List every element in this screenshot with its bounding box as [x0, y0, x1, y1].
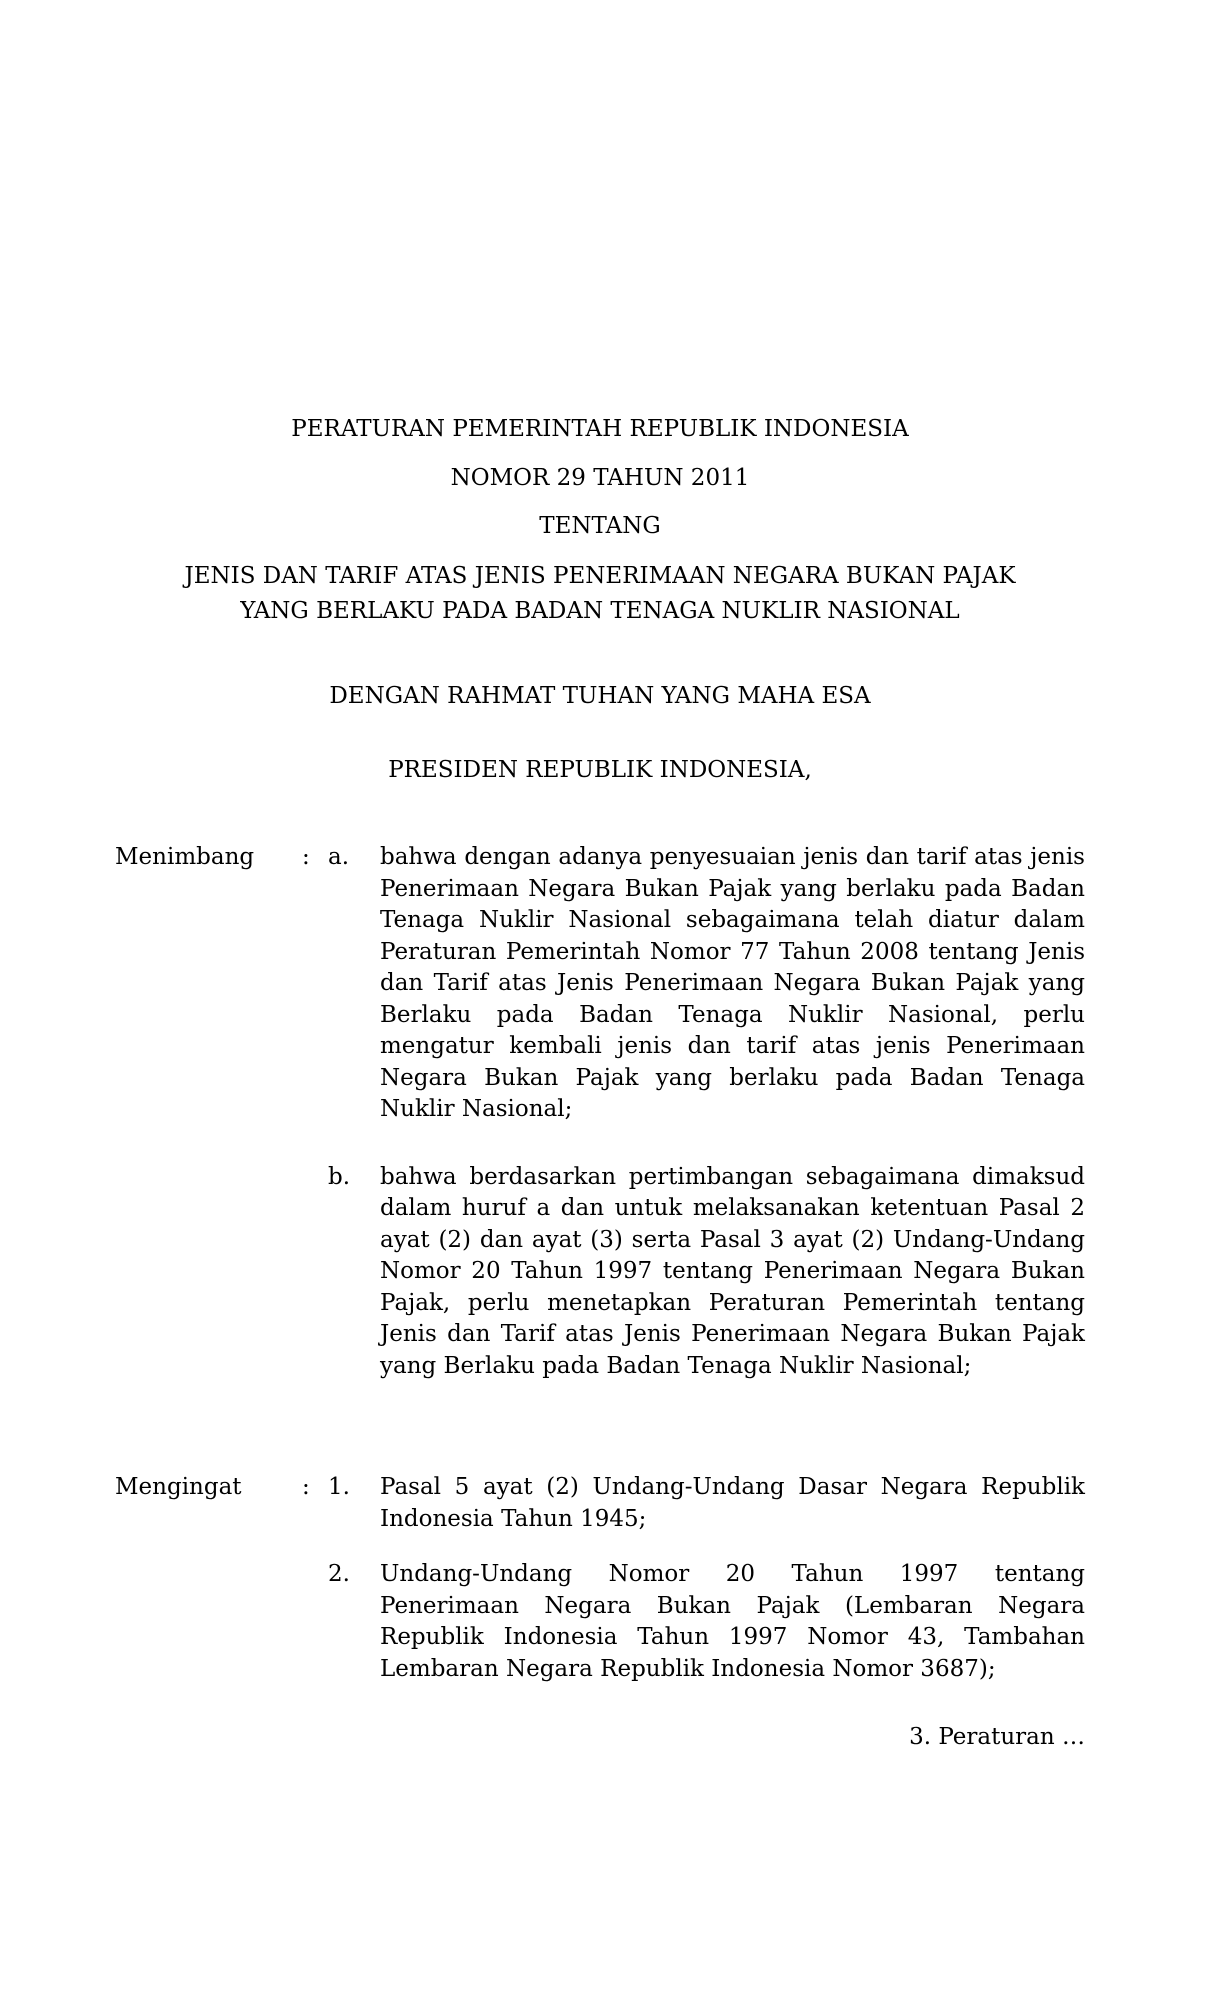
menimbang-item-b-text: bahwa berdasarkan pertimbangan sebagaimana dimaksud dalam huruf a dan untuk melaksanakan ketentuan Pasal 2 ayat (2) dan ayat (3) serta Pasal 3 ayat (2) Undang-Undang Nomor 20 Tahun 1997 tentang Penerimaan Negara Bukan Pajak, perlu menetapkan Peraturan Pemerintah tentang Jenis dan Tarif atas Jenis Penerimaan Negara Bukan Pajak yang Berlaku pada Badan Tenaga Nuklir Nasional; [380, 1163, 1085, 1379]
mengingat-item-2-marker: 2. [328, 1561, 350, 1587]
mengingat-section [115, 1472, 1085, 1685]
menimbang-colon: : [302, 844, 310, 870]
authority-line: PRESIDEN REPUBLIK INDONESIA, [388, 757, 812, 783]
menimbang-item-a-marker: a. [328, 844, 350, 870]
mengingat-items [328, 1472, 1085, 1685]
mengingat-item-2 [328, 1559, 1085, 1685]
regulation-subject [115, 559, 1085, 629]
mengingat-item-2-text: Undang-Undang Nomor 20 Tahun 1997 tentang Penerimaan Negara Bukan Pajak (Lembaran Negara Republik Indonesia Tahun 1997 Nomor 43, Tambahan Lembaran Negara Republik Indonesia Nomor 3687); [380, 1561, 1085, 1682]
menimbang-item-b [328, 1162, 1085, 1383]
mengingat-label: Mengingat [115, 1474, 242, 1500]
document-content [115, 0, 1085, 2016]
page-catchword: 3. Peraturan … [909, 1724, 1085, 1750]
mengingat-item-1 [328, 1472, 1085, 1535]
menimbang-item-a [328, 842, 1085, 1126]
regulation-subject-line1: JENIS DAN TARIF ATAS JENIS PENERIMAAN NEGARA BUKAN PAJAK [184, 563, 1016, 589]
regulation-subject-line2: YANG BERLAKU PADA BADAN TENAGA NUKLIR NASIONAL [240, 598, 960, 624]
menimbang-label: Menimbang [115, 844, 255, 870]
mengingat-item-1-marker: 1. [328, 1474, 350, 1500]
tentang-label: TENTANG [539, 513, 661, 539]
mengingat-item-1-text: Pasal 5 ayat (2) Undang-Undang Dasar Negara Republik Indonesia Tahun 1945; [380, 1474, 1085, 1532]
menimbang-section [115, 842, 1085, 1382]
menimbang-items [328, 842, 1085, 1382]
regulation-title: PERATURAN PEMERINTAH REPUBLIK INDONESIA [291, 416, 909, 442]
invocation-line: DENGAN RAHMAT TUHAN YANG MAHA ESA [329, 683, 871, 709]
menimbang-item-b-marker: b. [328, 1163, 351, 1190]
regulation-number: NOMOR 29 TAHUN 2011 [450, 465, 750, 491]
mengingat-colon: : [302, 1474, 310, 1500]
menimbang-item-a-text: bahwa dengan adanya penyesuaian jenis dan tarif atas jenis Penerimaan Negara Bukan Pajak yang berlaku pada Badan Tenaga Nuklir Nasional sebagaimana telah diatur dalam Peraturan Pemerintah Nomor 77 Tahun 2008 tentang Jenis dan Tarif atas Jenis Penerimaan Negara Bukan Pajak yang Berlaku pada Badan Tenaga Nuklir Nasional, perlu mengatur kembali jenis dan tarif atas jenis Penerimaan Negara Bukan Pajak yang berlaku pada Badan Tenaga Nuklir Nasional; [380, 844, 1085, 1122]
